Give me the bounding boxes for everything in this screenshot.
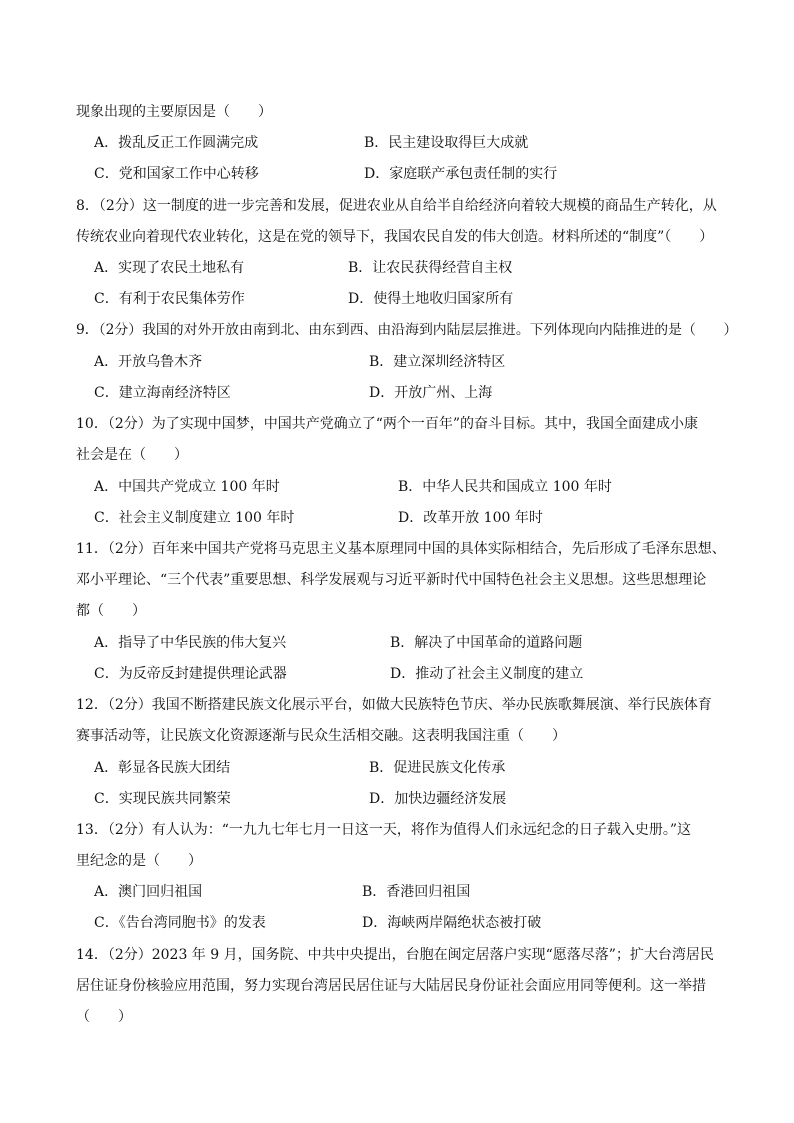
q7-option-d: D．家庭联产承包责任制的实行 — [364, 166, 558, 182]
q8-option-d: D．使得土地收归国家所有 — [348, 291, 514, 307]
q11-option-b: B．解决了中国革命的道路问题 — [390, 635, 583, 651]
q12-option-b: B．促进民族文化传承 — [369, 760, 506, 776]
question-10-stem-line2: 社会是在（ ） — [76, 447, 188, 463]
q13-option-d: D．海峡两岸隔绝状态被打破 — [362, 915, 542, 931]
q8-option-b: B．让农民获得经营自主权 — [348, 260, 513, 276]
q13-option-c: C．《告台湾同胞书》的发表 — [94, 915, 266, 931]
question-14-stem-line2: 居住证身份核验应用范围，努力实现台湾居民居住证与大陆居民身份证社会面应用同等便利。这一举措 — [76, 978, 706, 994]
question-10-stem-line1: 10．（2分）为了实现中国梦，中国共产党确立了“两个一百年”的奋斗目标。其中，我国全面建成小康 — [76, 416, 699, 432]
q8-option-c: C．有利于农民集体劳作 — [94, 291, 245, 307]
question-12-stem-line2: 赛事活动等，让民族文化资源逐渐与民众生活相交融。这表明我国注重（ ） — [76, 728, 566, 744]
q7-option-b: B．民主建设取得巨大成就 — [364, 135, 529, 151]
q10-option-c: C．社会主义制度建立 100 年时 — [94, 510, 295, 526]
q12-option-d: D．加快边疆经济发展 — [369, 791, 507, 807]
question-7-stem-tail: 现象出现的主要原因是（ ） — [76, 104, 272, 120]
question-14-stem-line3: （ ） — [76, 1009, 132, 1025]
q7-option-a: A．拨乱反正工作圆满完成 — [94, 135, 259, 151]
question-8-stem-line2: 传统农业向着现代农业转化，这是在党的领导下，我国农民自发的伟大创造。材料所述的“制度”（ ） — [76, 229, 714, 245]
q11-option-a: A．指导了中华民族的伟大复兴 — [94, 635, 287, 651]
q8-option-a: A．实现了农民土地私有 — [94, 260, 245, 276]
q13-option-b: B．香港回归祖国 — [362, 884, 471, 900]
q9-option-c: C．建立海南经济特区 — [94, 385, 231, 401]
question-13-stem-line1: 13．（2分）有人认为：“一九九七年七月一日这一天，将作为值得人们永远纪念的日子载入史册。”这 — [76, 822, 692, 838]
q11-option-c: C．为反帝反封建提供理论武器 — [94, 666, 287, 682]
q7-option-c: C．党和国家工作中心转移 — [94, 166, 259, 182]
q13-option-a: A．澳门回归祖国 — [94, 884, 203, 900]
q10-option-a: A．中国共产党成立 100 年时 — [94, 479, 280, 495]
question-12-stem-line1: 12．（2分）我国不断搭建民族文化展示平台，如做大民族特色节庆、举办民族歌舞展演、举行民族体育 — [76, 697, 712, 713]
question-11-stem-line2: 邓小平理论、“三个代表”重要思想、科学发展观与习近平新时代中国特色社会主义思想。这些思想理论 — [76, 572, 707, 588]
q11-option-d: D．推动了社会主义制度的建立 — [390, 666, 584, 682]
q12-option-c: C．实现民族共同繁荣 — [94, 791, 231, 807]
question-11-stem-line3: 都（ ） — [76, 603, 146, 619]
q10-option-d: D．改革开放 100 年时 — [398, 510, 543, 526]
q9-option-b: B．建立深圳经济特区 — [369, 354, 506, 370]
q12-option-a: A．彰显各民族大团结 — [94, 760, 231, 776]
question-14-stem-line1: 14．（2分）2023 年 9 月，国务院、中共中央提出，台胞在闽定居落户实现“愿落尽落”；扩大台湾居民 — [76, 947, 714, 963]
question-11-stem-line1: 11．（2分）百年来中国共产党将马克思主义基本原理同中国的具体实际相结合，先后形成了毛泽东思想、 — [76, 541, 726, 557]
q9-option-a: A．开放乌鲁木齐 — [94, 354, 203, 370]
question-9-stem: 9．（2分）我国的对外开放由南到北、由东到西、由沿海到内陆层层推进。下列体现向内陆推进的是（ ） — [76, 322, 738, 338]
question-13-stem-line2: 里纪念的是（ ） — [76, 853, 202, 869]
question-8-stem-line1: 8．（2分）这一制度的进一步完善和发展，促进农业从自给半自给经济向着较大规模的商品生产转化，从 — [76, 198, 717, 214]
q10-option-b: B．中华人民共和国成立 100 年时 — [398, 479, 612, 495]
q9-option-d: D．开放广州、上海 — [369, 385, 493, 401]
